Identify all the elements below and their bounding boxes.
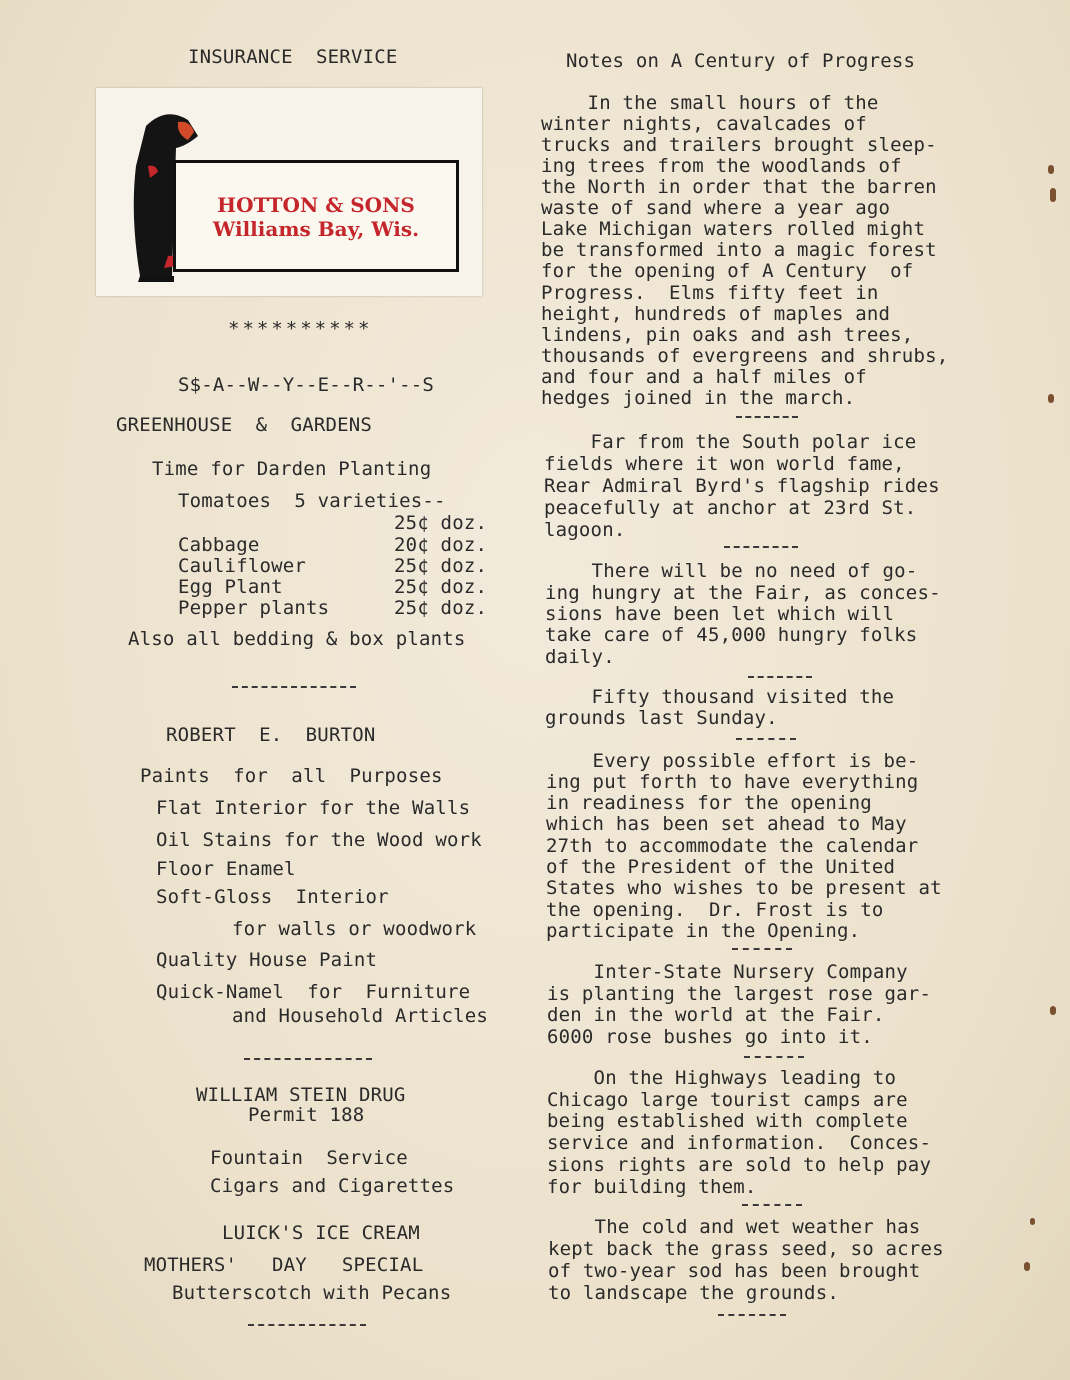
stein-line: Fountain Service: [210, 1147, 408, 1169]
ad-business-location: Williams Bay, Wis.: [212, 217, 420, 241]
stein-title: WILLIAM STEIN DRUG: [196, 1084, 406, 1106]
notes-line: lagoon.: [544, 519, 626, 541]
notes-line: Rear Admiral Byrd's flagship rides: [544, 475, 940, 497]
plant-price: 20¢ doz.: [394, 534, 488, 556]
stein-permit: Permit 188: [248, 1104, 365, 1126]
notes-line: daily.: [545, 646, 615, 668]
divider: [744, 1056, 804, 1058]
burton-line: for walls or woodwork: [232, 918, 477, 940]
burton-title: ROBERT E. BURTON: [166, 724, 376, 746]
notes-line: fields where it won world fame,: [544, 453, 905, 475]
notes-line: for building them.: [547, 1176, 757, 1198]
divider: [232, 686, 356, 688]
notes-line: lindens, pin oaks and ash trees,: [541, 324, 914, 346]
burton-line: Quality House Paint: [156, 949, 378, 971]
burton-line: Soft-Gloss Interior: [156, 886, 389, 908]
notes-line: which has been set ahead to May: [546, 813, 907, 835]
notes-line: den in the world at the Fair.: [547, 1004, 885, 1026]
notes-line: sions rights are sold to help pay: [547, 1154, 932, 1176]
paper-speck: [1050, 1006, 1056, 1015]
notes-line: take care of 45,000 hungry folks: [545, 624, 918, 646]
paper-speck: [1050, 188, 1056, 202]
notes-line: to landscape the grounds.: [548, 1282, 839, 1304]
plant-price: 25¢ doz.: [394, 555, 488, 577]
notes-line: waste of sand where a year ago: [541, 197, 891, 219]
notes-line: height, hundreds of maples and: [541, 303, 891, 325]
notes-line: There will be no need of go-: [545, 560, 918, 582]
greenhouse-title: GREENHOUSE & GARDENS: [116, 414, 373, 436]
notes-line: ing trees from the woodlands of: [541, 155, 902, 177]
paper-speck: [1030, 1218, 1035, 1225]
notes-line: Fifty thousand visited the: [545, 686, 895, 708]
divider: [732, 948, 792, 950]
divider: [736, 738, 796, 740]
notes-line: is planting the largest rose gar-: [547, 983, 932, 1005]
divider: [248, 1324, 366, 1326]
notes-line: 27th to accommodate the calendar: [546, 835, 919, 857]
notes-line: sions have been let which will: [545, 603, 895, 625]
notes-line: the North in order that the barren: [541, 176, 937, 198]
notes-line: Every possible effort is be-: [546, 750, 919, 772]
divider: [748, 676, 812, 678]
divider: [244, 1058, 372, 1060]
notes-line: ing put forth to have everything: [546, 771, 919, 793]
notes-line: The cold and wet weather has: [548, 1216, 921, 1238]
plant-name: Pepper plants: [178, 597, 330, 619]
plant-price: 25¢ doz.: [394, 597, 488, 619]
hotton-ad-card: [96, 88, 482, 296]
burton-line: and Household Articles: [232, 1005, 489, 1027]
notes-line: being established with complete: [547, 1110, 908, 1132]
burton-line: Paints for all Purposes: [140, 765, 443, 787]
notes-line: States who wishes to be present at: [546, 877, 942, 899]
tomatoes-price: 25¢ doz.: [394, 512, 488, 534]
divider: [718, 1314, 786, 1316]
divider: [742, 1204, 802, 1206]
notes-line: In the small hours of the: [541, 92, 879, 114]
divider: [724, 546, 798, 548]
notes-line: 6000 rose bushes go into it.: [547, 1026, 873, 1048]
luick-special: MOTHERS' DAY SPECIAL: [144, 1254, 424, 1276]
notes-line: be transformed into a magic forest: [541, 239, 937, 261]
notes-line: On the Highways leading to: [547, 1067, 897, 1089]
ad-sign-box: [173, 160, 459, 272]
notes-line: kept back the grass seed, so acres: [548, 1238, 944, 1260]
notes-line: participate in the Opening.: [546, 920, 861, 942]
divider: [736, 416, 798, 418]
notes-line: Inter-State Nursery Company: [547, 961, 908, 983]
luick-title: LUICK'S ICE CREAM: [222, 1222, 420, 1244]
plant-name: Egg Plant: [178, 576, 283, 598]
notes-line: Chicago large tourist camps are: [547, 1089, 908, 1111]
notes-line: grounds last Sunday.: [545, 707, 778, 729]
notes-line: and four and a half miles of: [541, 366, 867, 388]
plant-name: Cabbage: [178, 534, 260, 556]
insurance-header: INSURANCE SERVICE: [188, 46, 398, 68]
notes-line: the opening. Dr. Frost is to: [546, 899, 884, 921]
notes-line: Progress. Elms fifty feet in: [541, 282, 879, 304]
stein-line: Cigars and Cigarettes: [210, 1175, 455, 1197]
burton-line: Quick-Namel for Furniture: [156, 981, 471, 1003]
plant-name: Cauliflower: [178, 555, 307, 577]
sawyers-title: S$-A--W--Y--E--R--'--S: [178, 374, 435, 396]
stars-divider: **********: [228, 318, 373, 340]
notes-line: hedges joined in the march.: [541, 387, 856, 409]
paper-speck: [1048, 165, 1054, 174]
planting-title: Time for Darden Planting: [152, 458, 432, 480]
paper-speck: [1048, 394, 1054, 403]
bedding-line: Also all bedding & box plants: [128, 628, 466, 650]
tomatoes-line: Tomatoes 5 varieties--: [178, 490, 446, 512]
luick-flavor: Butterscotch with Pecans: [172, 1282, 452, 1304]
notes-line: trucks and trailers brought sleep-: [541, 134, 937, 156]
notes-line: Lake Michigan waters rolled might: [541, 218, 926, 240]
notes-line: of the President of the United: [546, 856, 896, 878]
burton-line: Flat Interior for the Walls: [156, 797, 471, 819]
notes-line: of two-year sod has been brought: [548, 1260, 921, 1282]
notes-line: winter nights, cavalcades of: [541, 113, 867, 135]
notes-line: peacefully at anchor at 23rd St.: [544, 497, 917, 519]
notes-line: ing hungry at the Fair, as conces-: [545, 582, 941, 604]
paper-speck: [1024, 1262, 1030, 1271]
notes-line: thousands of evergreens and shrubs,: [541, 345, 949, 367]
burton-line: Floor Enamel: [156, 858, 296, 880]
plant-price: 25¢ doz.: [394, 576, 488, 598]
notes-line: Far from the South polar ice: [544, 431, 917, 453]
notes-line: in readiness for the opening: [546, 792, 872, 814]
notes-header: Notes on A Century of Progress: [566, 50, 916, 72]
notes-line: service and information. Conces-: [547, 1132, 932, 1154]
burton-line: Oil Stains for the Wood work: [156, 829, 482, 851]
ad-business-name: HOTTON & SONS: [217, 193, 415, 217]
notes-line: for the opening of A Century of: [541, 260, 914, 282]
